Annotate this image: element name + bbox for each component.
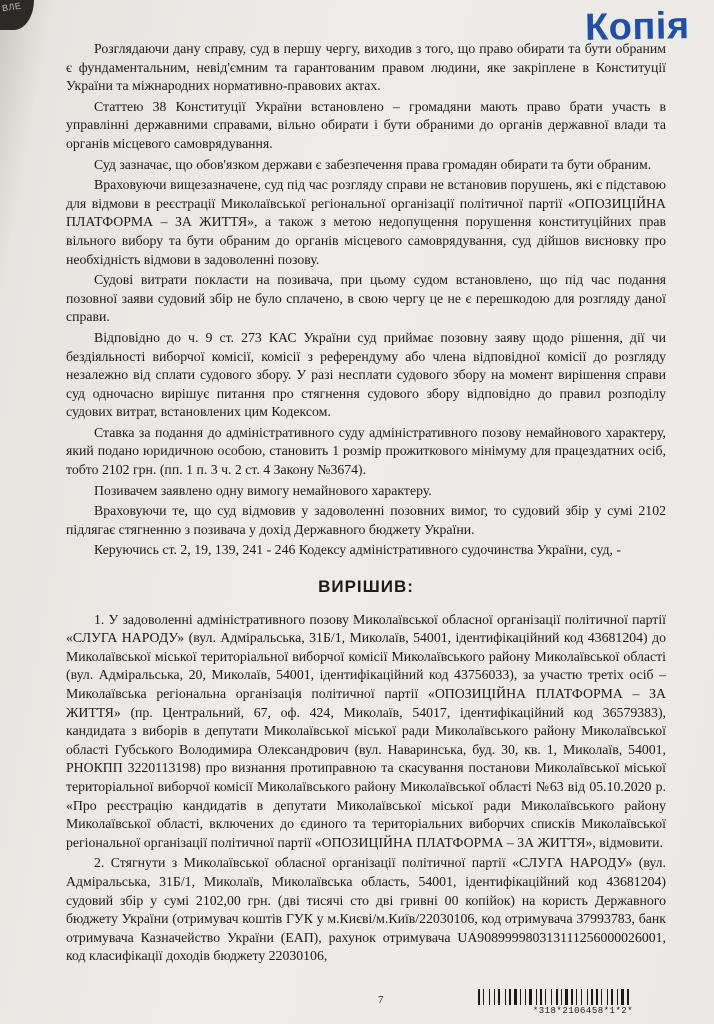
barcode-bar xyxy=(501,989,504,1005)
barcode-bar xyxy=(603,989,606,1005)
corner-label: ВЛЕ xyxy=(1,0,22,14)
barcode-bar xyxy=(491,989,493,1005)
barcode-bar xyxy=(478,989,480,1005)
barcode-bar xyxy=(545,989,546,1005)
barcode-bars xyxy=(478,989,688,1005)
barcode-bar xyxy=(625,989,626,1005)
barcode-bar xyxy=(522,989,524,1005)
barcode-bar xyxy=(599,989,600,1005)
barcode-bar xyxy=(576,989,577,1005)
barcode-bar xyxy=(538,989,539,1005)
barcode-bar xyxy=(596,989,598,1005)
barcode-bar xyxy=(563,989,564,1005)
barcode-bar xyxy=(543,989,544,1005)
barcode-bar xyxy=(611,989,613,1005)
barcode-bar xyxy=(619,989,620,1005)
paragraph: Відповідно до ч. 9 ст. 273 КАС України суд приймає позовну заяву щодо рішення, дії чи бездіяльності виборчої комісії, комісії з референдуму або члена відповідної комісії до розгляду незалежно від сплати судового збору. У разі несплати судового збору на момент вирішення справи суд одночасно вирішує питання про стягнення судового збору відповідно до правил розподілу судових витрат, встановлених цим Кодексом. xyxy=(66,329,666,420)
barcode-bar xyxy=(578,989,580,1005)
barcode-bar xyxy=(529,989,532,1005)
barcode-bar xyxy=(594,989,595,1005)
barcode-bar xyxy=(494,989,495,1005)
paragraph: Статтею 38 Конституції України встановлено – громадяни мають право брати участь в управлінні державними справами, вільно обирати і бути обраними до органів державної влади та органів місцевого самоврядування. xyxy=(66,98,666,151)
barcode-bar xyxy=(571,989,573,1005)
barcode-bar xyxy=(587,989,588,1005)
barcode-bar xyxy=(630,989,631,1005)
barcode-bar xyxy=(581,989,582,1005)
barcode-bar xyxy=(627,989,629,1005)
barcode-bar xyxy=(483,989,484,1005)
barcode-bar xyxy=(533,989,535,1005)
barcode-bar xyxy=(536,989,537,1005)
barcode-bar xyxy=(553,989,555,1005)
barcode-bar xyxy=(621,989,624,1005)
resolution-item: 1. У задоволенні адміністративного позову Миколаївської обласної організації політичної партії «СЛУГА НАРОДУ» (вул. Адміральська, 31Б/1, Миколаїв, 54001, ідентифікаційний код 43681204) до Миколаївської міської територіальної виборчої комісії Миколаївського району Миколаївської області (вул. Адміральська, 20, Миколаїв, 54001, ідентифікаційний код 43756033), за участю третіх осіб – Миколаївська регіональна організація політичної партії «ОПОЗИЦІЙНА ПЛАТФОРМА – ЗА ЖИТТЯ» (пр. Центральний, 67, оф. 424, Миколаїв, 54017, ідентифікаційний код 36579383), кандидата з виборів в депутати Миколаївської міської ради Миколаївського району Миколаївської області Губського Володимира Олександрович (вул. Наваринська, буд. 30, кв. 1, Миколаїв, 54001, РНОКПП 3220113198) про визнання протиправною та скасування постанови Миколаївської міської територіальної виборчої комісії Миколаївського району Миколаївської області №63 від 05.10.2020 р. «Про реєстрацію кандидатів в депутати Миколаївської міської ради Миколаївського району Миколаївської області, включених до єдиного та територіальних виборчих списків Миколаївської регіональної організації політичної партії «ОПОЗИЦІЙНА ПЛАТФОРМА – ЗА ЖИТТЯ», відмовити. xyxy=(66,611,666,850)
barcode-bar xyxy=(498,989,500,1005)
page-number: 7 xyxy=(378,994,384,1006)
barcode-bar xyxy=(607,989,608,1005)
barcode-bar xyxy=(556,989,558,1005)
paragraph: Керуючись ст. 2, 19, 139, 241 - 246 Кодексу адміністративного судочинства України, суд, - xyxy=(94,542,621,558)
barcode-bar xyxy=(591,989,593,1005)
barcode-bar xyxy=(551,989,552,1005)
barcode-bar xyxy=(489,989,490,1005)
paragraph: Суд зазначає, що обов'язком держави є забезпечення права громадян обирати та бути обраним. xyxy=(94,156,652,172)
barcode-bar xyxy=(512,989,513,1005)
paragraph: Враховуючи те, що суд відмовив у задоволенні позовних вимог, то судовий збір у сумі 2102 підлягає стягненню з позивача у дохід Державного бюджету України. xyxy=(66,503,666,537)
barcode-bar xyxy=(525,989,526,1005)
page-corner-shadow xyxy=(0,0,34,30)
copy-stamp: Копія xyxy=(585,5,691,49)
barcode-bar xyxy=(507,989,508,1005)
paragraph: Ставка за подання до адміністративного суду адміністративного позову немайнового характеру, який подано юридичною особою, становить 1 розмір прожиткового мінімуму для працездатних осіб, тобто 2102 грн. (пп. 1 п. 3 ч. 2 ст. 4 Закону №3674). xyxy=(66,424,666,478)
barcode-bar xyxy=(559,989,560,1005)
barcode-bar xyxy=(527,989,528,1005)
barcode-bar xyxy=(518,989,519,1005)
barcode-bar xyxy=(485,989,488,1005)
barcode-bar xyxy=(617,989,618,1005)
barcode-bar xyxy=(614,989,616,1005)
barcode-bar xyxy=(481,989,482,1005)
barcode-bar xyxy=(514,989,517,1005)
paragraph: Судові витрати покласти на позивача, при цьому судом встановлено, що під час подання позовної заяви судовий збір не було сплачено, в свою чергу це не є перешкодою для розгляду даної справи. xyxy=(66,272,666,325)
barcode-bar xyxy=(540,989,542,1005)
resolution-item: 2. Стягнути з Миколаївської обласної організації політичної партії «СЛУГА НАРОДУ» (вул. Адміральська, 31Б/1, Миколаїв, Миколаївська область, 54001, ідентифікаційний код 43681204) судовий збір у сумі 2102,00 грн. (дві тисячі сто дві гривні 00 копійок) на користь Державного бюджету України (отримувач коштів ГУК у м.Києві/м.Київ/22030106, код отримувача 37993783, банк отримувача Казначейство України (ЕАП), рахунок отримувача UA908999980313111256000026001, код класифікації доходів бюджету 22030106, xyxy=(66,855,666,964)
barcode-bar xyxy=(574,989,575,1005)
barcode-bar xyxy=(565,989,568,1005)
barcode-bar xyxy=(589,989,590,1005)
barcode-bar xyxy=(547,989,550,1005)
barcode-bar xyxy=(601,989,602,1005)
barcode-bar xyxy=(609,989,610,1005)
barcode-bar xyxy=(496,989,497,1005)
paragraph: Враховуючи вищезазначене, суд під час розгляду справи не встановив порушень, які є підставою для відмови в реєстрації Миколаївської регіональної організації політичної партії «ОПОЗИЦІЙНА ПЛАТФОРМА – ЗА ЖИТТЯ», а також з метою недопущення порушення конституційних прав вільного вибору та бути обраним до органів місцевого самоврядування, суд дійшов висновку про необхідність відмови в задоволенні позову. xyxy=(66,177,666,267)
document-body xyxy=(66,40,666,966)
paragraph: Розглядаючи дану справу, суд в першу чергу, виходив з того, що право обирати та бути обраним є фундаментальним, невід'ємним та гарантованим правом людини, яке закріплене в Конституції України та міжнародних нормативно-правових актах. xyxy=(66,41,666,94)
paragraph: Позивачем заявлено одну вимогу немайнового характеру. xyxy=(94,482,432,498)
resolution-heading: ВИРІШИВ: xyxy=(318,577,414,597)
barcode-bar xyxy=(561,989,562,1005)
barcode xyxy=(478,989,688,1016)
barcode-number: *318*2106458*1*2* xyxy=(532,1006,634,1016)
barcode-bar xyxy=(520,989,521,1005)
barcode-bar xyxy=(569,989,570,1005)
barcode-bar xyxy=(509,989,511,1005)
barcode-bar xyxy=(583,989,586,1005)
barcode-bar xyxy=(505,989,506,1005)
